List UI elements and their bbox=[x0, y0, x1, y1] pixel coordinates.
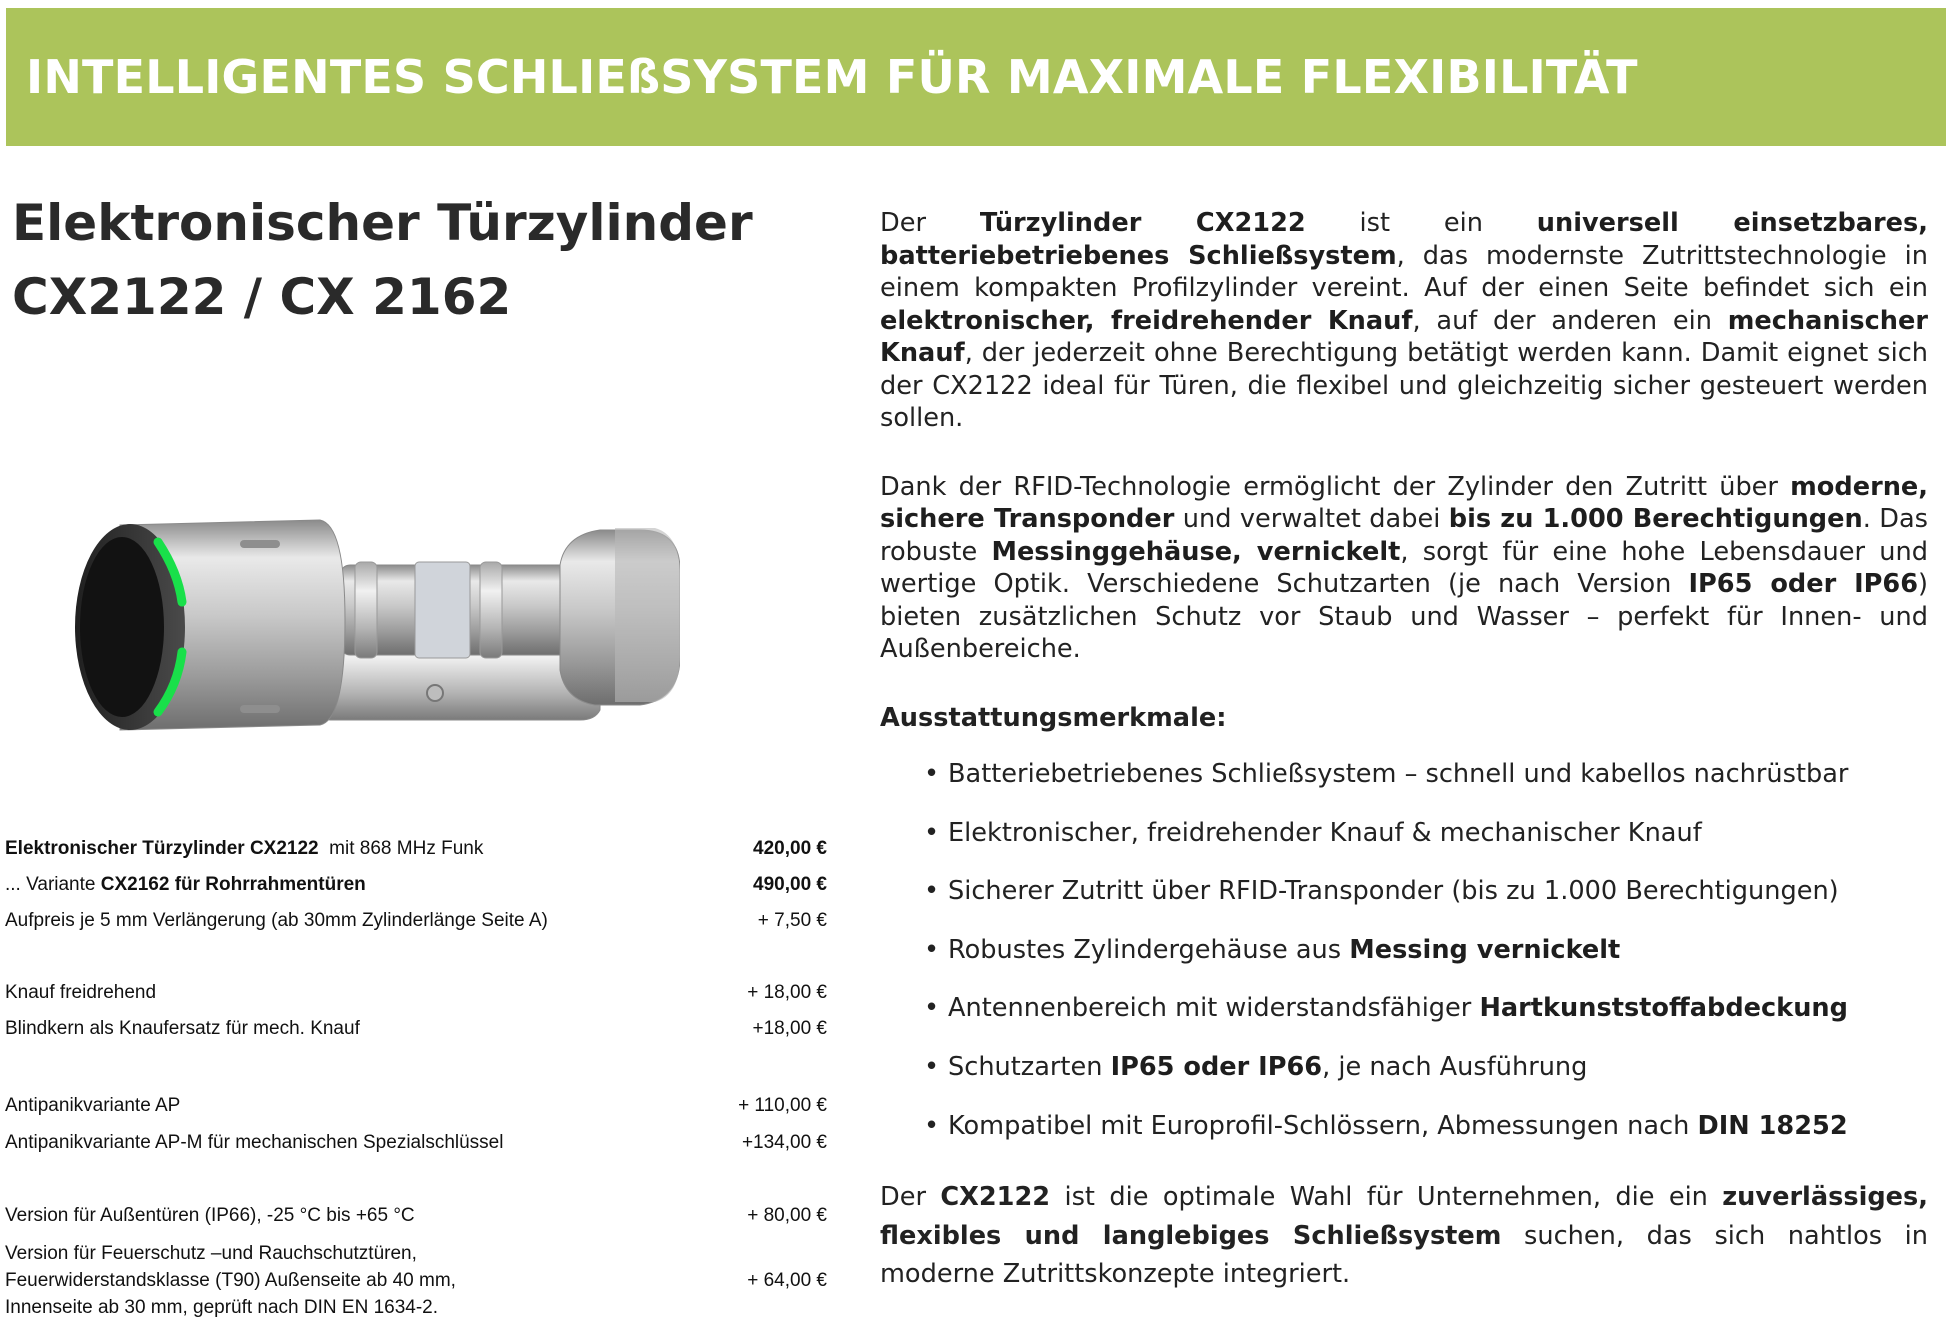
bullet-icon: • bbox=[924, 876, 940, 907]
list-item: • Schutzarten IP65 oder IP66, je nach Ausführung bbox=[924, 1051, 1588, 1082]
price-value: + 110,00 € bbox=[738, 1095, 827, 1116]
price-label-line: Feuerwiderstandsklasse (T90) Außenseite ab 40 mm, bbox=[5, 1270, 456, 1291]
price-row bbox=[5, 1240, 827, 1321]
price-value: 420,00 € bbox=[753, 838, 827, 859]
price-value: +18,00 € bbox=[752, 1018, 827, 1039]
list-item: • Elektronischer, freidrehender Knauf & mechanischer Knauf bbox=[924, 817, 1702, 848]
price-label: Elektronischer Türzylinder CX2122 bbox=[5, 838, 319, 859]
price-label-line: Innenseite ab 30 mm, geprüft nach DIN EN 1634-2. bbox=[5, 1297, 439, 1318]
price-label: Blindkern als Knaufersatz für mech. Knauf bbox=[5, 1018, 360, 1039]
price-row bbox=[5, 1132, 827, 1154]
price-row bbox=[5, 1095, 827, 1117]
price-label: Version für Außentüren (IP66), -25 °C bis +65 °C bbox=[5, 1205, 415, 1226]
list-item: • Antennenbereich mit widerstandsfähiger Hartkunststoffabdeckung bbox=[924, 993, 1848, 1024]
price-label: Antipanikvariante AP bbox=[5, 1095, 181, 1116]
price-label: Antipanikvariante AP-M für mechanischen Spezialschlüssel bbox=[5, 1132, 504, 1153]
banner-title: INTELLIGENTES SCHLIEßSYSTEM FÜR MAXIMALE FLEXIBILITÄT bbox=[26, 50, 1638, 104]
price-label: Aufpreis je 5 mm Verlängerung (ab 30mm Zylinderlänge Seite A) bbox=[5, 910, 548, 931]
bullet-icon: • bbox=[924, 934, 940, 965]
price-row bbox=[5, 1205, 827, 1227]
price-value: + 80,00 € bbox=[747, 1205, 827, 1226]
description-paragraph-2: Dank der RFID-Technologie ermöglicht der Zylinder den Zutritt über moderne, sichere Transponder und verwaltet dabei bis zu 1.000 Berechtigungen. Das robuste Messinggehäuse, vernickelt, sorgt für eine hohe Lebensdauer und wertige Optik. Verschiedene Schutzarten (je nach Version IP65 oder IP66) bieten zusätzlichen Schutz vor Staub und Wasser – perfekt für Innen- und Außenbereiche. bbox=[880, 471, 1937, 664]
price-label: Knauf freidrehend bbox=[5, 982, 157, 1003]
bullet-icon: • bbox=[924, 993, 940, 1024]
product-title-line2: CX2122 / CX 2162 bbox=[12, 268, 512, 326]
features-heading: Ausstattungsmerkmale: bbox=[880, 702, 1227, 733]
list-item: • Kompatibel mit Europrofil-Schlössern, Abmessungen nach DIN 18252 bbox=[924, 1110, 1848, 1141]
price-value: + 7,50 € bbox=[757, 910, 827, 931]
list-item: • Robustes Zylindergehäuse aus Messing vernickelt bbox=[924, 934, 1621, 965]
price-value: 490,00 € bbox=[753, 874, 827, 895]
header-banner bbox=[6, 8, 1946, 146]
bullet-icon: • bbox=[924, 1051, 940, 1082]
price-value: + 18,00 € bbox=[747, 982, 827, 1003]
price-row bbox=[5, 1018, 827, 1040]
closing-paragraph: Der CX2122 ist die optimale Wahl für Unternehmen, die ein zuverlässiges, flexibles und langlebiges Schließsystem suchen, das sich nahtlos in moderne Zutrittskonzepte integriert. bbox=[880, 1182, 1928, 1289]
door-cylinder-image bbox=[40, 480, 680, 760]
price-row bbox=[5, 982, 827, 1004]
product-title-line1: Elektronischer Türzylinder bbox=[12, 194, 753, 252]
product-description bbox=[880, 207, 1937, 1168]
price-value: + 64,00 € bbox=[747, 1269, 827, 1291]
price-row bbox=[5, 838, 827, 860]
bullet-icon: • bbox=[924, 817, 940, 848]
list-item: • Batteriebetriebenes Schließsystem – schnell und kabellos nachrüstbar bbox=[924, 759, 1849, 789]
price-label-prefix: ... Variante bbox=[5, 874, 101, 895]
price-label-line: Version für Feuerschutz –und Rauchschutztüren, bbox=[5, 1243, 417, 1264]
price-value: +134,00 € bbox=[741, 1132, 827, 1153]
list-item: • Sicherer Zutritt über RFID-Transponder (bis zu 1.000 Berechtigungen) bbox=[924, 876, 1839, 907]
bullet-icon: • bbox=[924, 1110, 940, 1141]
price-row bbox=[5, 874, 827, 896]
price-row bbox=[5, 910, 827, 932]
features-list bbox=[880, 758, 1928, 1142]
description-paragraph-1: Der Türzylinder CX2122 ist ein universell einsetzbares, batteriebetriebenes Schließsystem, das modernste Zutrittstechnologie in einem kompakten Profilzylinder vereint. Auf der einen Seite befindet sich ein elektronischer, freidrehender Knauf, auf der anderen ein mechanischer Knauf, der jederzeit ohne Berechtigung betätigt werden kann. Damit eignet sich der CX2122 ideal für Türen, die flexibel und gleichzeitig sicher gesteuert werden sollen. bbox=[880, 208, 1928, 433]
price-label-rest: mit 868 MHz Funk bbox=[318, 838, 484, 859]
product-title bbox=[12, 186, 832, 334]
price-label: CX2162 für Rohrrahmentüren bbox=[100, 874, 366, 895]
bullet-icon: • bbox=[924, 759, 940, 789]
